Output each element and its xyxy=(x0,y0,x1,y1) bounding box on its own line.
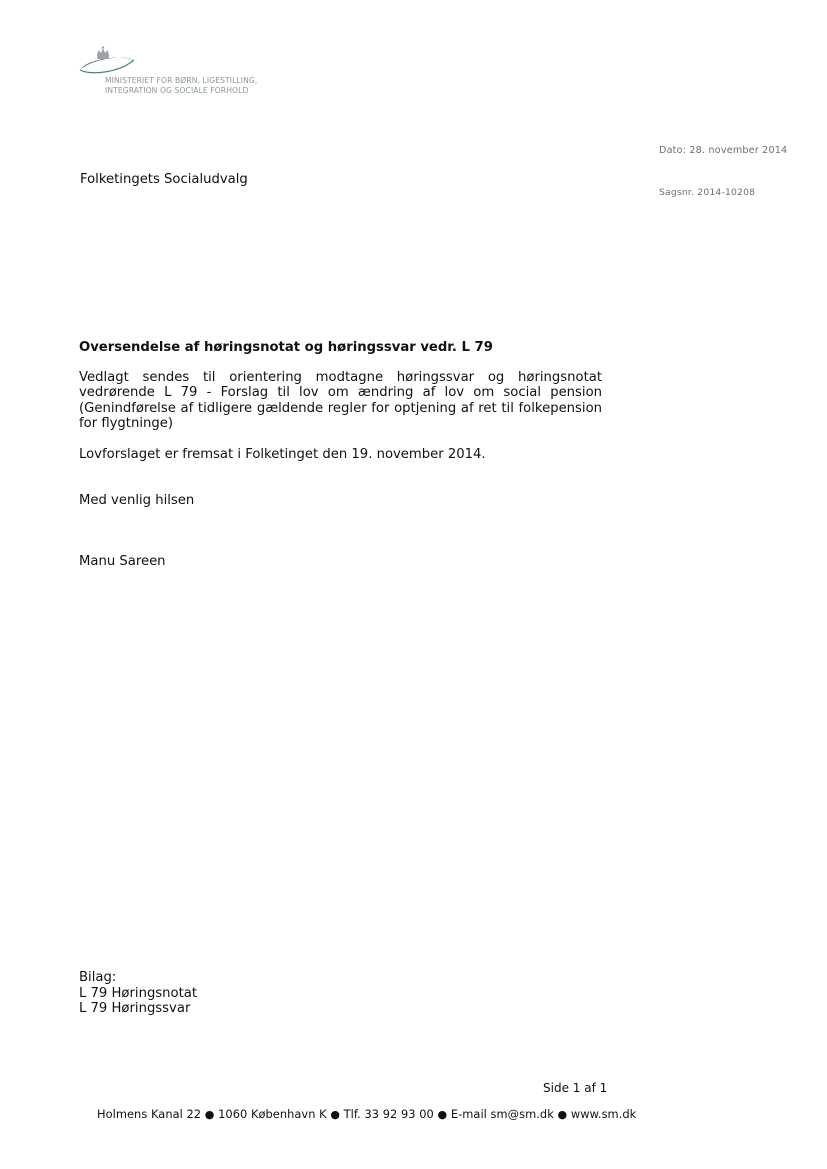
web-link[interactable]: www.sm.dk xyxy=(570,1107,637,1121)
body-paragraph: Vedlagt sendes til orientering modtagne høringssvar og høringsnotat vedrørende L 79 - Forslag til lov om ændring af lov om social pension (Genindførelse af tidligere gældende regler for optjening af ret til folkepension for flygtninge) xyxy=(79,369,602,432)
attachments-label: Bilag: xyxy=(79,970,117,985)
attachment-item: L 79 Høringsnotat xyxy=(79,985,198,1001)
page-number: Side 1 af 1 xyxy=(543,1081,608,1095)
signature: Manu Sareen xyxy=(79,554,166,570)
letter-body xyxy=(79,340,602,570)
email-link[interactable]: E-mail sm@sm.dk xyxy=(450,1107,554,1121)
attachments xyxy=(79,970,602,1017)
separator-icon: ● xyxy=(330,1108,340,1121)
separator-icon: ● xyxy=(437,1108,448,1121)
attachment-item: L 79 Høringssvar xyxy=(79,1001,191,1017)
body-paragraph-2: Lovforslaget er fremsat i Folketinget den 19. november 2014. xyxy=(79,446,486,462)
ministry-name: MINISTERIET FOR BØRN, LIGESTILLING, INTEGRATION OG SOCIALE FORHOLD xyxy=(105,76,258,95)
closing: Med venlig hilsen xyxy=(79,492,195,508)
footer-address: Holmens Kanal 22 ● 1060 København K ● Tlf. 33 92 93 00 ● E-mail sm@sm.dk ● www.sm.dk xyxy=(97,1107,637,1121)
ministry-logo xyxy=(76,46,276,98)
letter-heading: Oversendelse af høringsnotat og høringssvar vedr. L 79 xyxy=(79,340,493,355)
document-date: Dato: 28. november 2014 xyxy=(659,145,788,156)
separator-icon: ● xyxy=(557,1108,568,1121)
separator-icon: ● xyxy=(204,1108,215,1121)
recipient: Folketingets Socialudvalg xyxy=(80,172,248,187)
case-number: Sagsnr. 2014-10208 xyxy=(659,187,756,198)
